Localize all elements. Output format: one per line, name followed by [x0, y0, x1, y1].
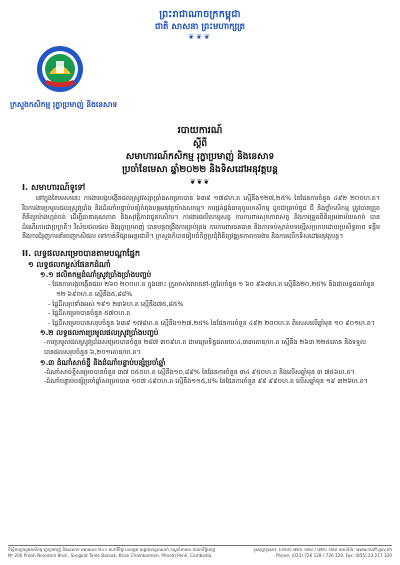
bullet-item: - ផែនការបង្កបង្កើនផល ២៦០ ២០០ហ.ត ក្នុងនោះ ក្រួលាស់ពេលនៅ-ក្រូលែចំនួន ១ ៦០ ៩៦៧ហ.ត ស្មើនឹង២០,២៥% និងជាលទ្ធផលចំនួន ១២ ៦៩០ហ.ត ស្មើនឹង៥,៨៨% — [48, 281, 375, 299]
footer-contact — [242, 547, 392, 559]
title-ornament: ❦❦❦ — [189, 178, 211, 186]
kingdom-title: ព្រះរាជាណាចក្រកម្ពុជា — [159, 9, 241, 20]
subsection-2-1-heading: ១ លទ្ធផលកម្ពស់ផែនកដំណាំ — [28, 259, 111, 269]
footer-address-km: ទីស្តីការក្រសួងកសិកម្ម រុក្ខាប្រមាញ់ និងនេសាទ អគារលេខ ២០០ មហាវិថីព្រះនរោត្តម សង្កាត់ទន្លេបាសាក់ ខណ្ឌចំការមន រាជធានីភ្នំពេញ — [8, 547, 216, 552]
paragraph-1-3-a: -ដំណាំសាច់ខ្ទីសម្រេចបានចំនួន ៣៧ ០៥០ហ.ត ស្មើនឹង១០,៨៩% នៃផែនការចំនួន ៣៤ ៩៥០ហ.ត និងលើសឆ្នាំមុន ៣ ៧៥៦ហ.ត។ — [44, 368, 355, 376]
footer-address-en: Nº 200 Preah Norodom Blvd., Sangkat Tonle Bassak, Khan Chamkarmon, Phnom Penh, Cambodia — [8, 553, 212, 558]
subsection-1-2-heading: ១.២ លទ្ធផលការប្រមូលផលស្រូវប្រាំងបញ្ចប់ — [40, 328, 159, 338]
national-heading — [0, 8, 400, 42]
ministry-logo-block — [10, 44, 118, 110]
paragraph-1-2: -ការប្រមូលផលស្រូវប្រាំងសម្រេចបានចំនួន ២៨៧ ៣០៩ហ.ត ជាមធ្យមទិន្នផលរយៈ៤,៣៣តោន/ហ.ត ស្មើនឹង ២៦៣ ២២៥តោន និងទទួលបានផលសរុបចំនួន ៦,២០១តោន/ហ.ត។ — [44, 339, 367, 357]
section-1-heading: I. សមាហារណ៍ទូទៅ — [22, 182, 86, 192]
footer-contact-km: ទូរសព្ទ/ទូរសារ: (០២៣) ៧២៦ ១២៨ / ៧២៦ ១២៩ គេហទំព័រ: www.maff.gov.kh — [253, 547, 392, 552]
bullet-item: - ផ្ទៃដីសម្រេចបានចំនួន ៥៧០ហ.ត — [48, 310, 131, 318]
section-1-paragraph: នៅក្នុងខែមេសានេះ ការងារបង្កបង្កើនផលស្រូវវស្សាប្រាំងសម្រេចបាន ៦៣៩ ១៧៨ហ.ត ស្មើនឹង១២៧,២៥% នៃផែនការចំនួន ៤៩២ ២០០ហ.ត។ រីឯការងារប្រមូលផលស្រូវប្រាំង និងដំណាំបន្ទាប់បន្សំកំពុងបន្តអនុវត្តយ៉ាងសកម្ម។ ការផ្គត់ផ្គង់ធាតុចូលកសិកម្ម ដូចជាគ្រាប់ពូជ ជី និងថ្នាំកសិកម្ម ត្រូវបានត្រួតពិនិត្យយ៉ាងហ្មត់ចត់ ដើម្បីធានាគុណភាព និងសុវត្ថិភាពជូនកសិករ។ ការងារផលិតកម្មសត្វ ការការពារសុខភាពសត្វ និងការត្រួតពិនិត្យអនាម័យសាច់ បានដំណើរការជាប្រក្រតី។ វិស័យជលផល និងរុក្ខាប្រមាញ់ បានបន្តពង្រឹងការគ្រប់គ្រង ការការពារធនធាន និងការទប់ស្កាត់បទល្មើសប្រកបដោយប្រសិទ្ធភាព ទន្ទឹមនឹងការជំរុញការនាំចេញកសិផល ទៅកាន់ទីផ្សារអន្តរជាតិ។ ក្រសួងក៏បានរៀបចំកិច្ចប្រជុំពិនិត្យវឌ្ឍនភាពការងារ និងការលើកទិសដៅអនុវត្តបន្ត។ — [22, 195, 380, 241]
ministry-logo-icon — [35, 44, 85, 94]
heading-ornament: ❦❦❦ — [188, 33, 212, 41]
report-body — [22, 180, 380, 387]
subsection-1-1-heading: ១.១ ផលិតកម្មដំណាំស្រូវប្រាំងប្រាំងបញ្ចប់ — [40, 270, 152, 280]
about-label: ស្តីពី — [192, 139, 208, 149]
spacer — [22, 242, 380, 246]
section-2-heading: II. លទ្ធផលសម្រេចបានតាមបណ្តាផ្នែក — [22, 247, 141, 258]
subsection-1-3-heading: ១.៣ ដំណាំសាច់ខ្ទី និងដំណាំបន្ទាប់បន្សំប្រចាំឆ្នាំ — [40, 357, 166, 367]
report-subtitle: ប្រចាំខែមេសា ឆ្នាំ២០២២ និងទិសដៅអនុវត្តបន្ត — [122, 165, 278, 175]
footer-divider — [8, 545, 392, 546]
report-title-block — [60, 124, 340, 187]
footer-address — [8, 547, 248, 559]
bullet-item: - ផ្ទៃដីសរុបទាំងអស់ ១៩១ ២៣៦ហ.ត ស្មើនឹង៧៥,៨៥% — [48, 300, 184, 308]
national-motto: ជាតិ សាសនា ព្រះមហាក្សត្រ — [154, 22, 246, 32]
ministry-name: ក្រសួងកសិកម្ម រុក្ខាប្រមាញ់ និងនេសាទ — [10, 100, 118, 109]
footer-contact-en: Phone: (023) 726 128 / 726 129, Fax: (855) 23 217 320 — [275, 553, 392, 558]
report-label: របាយការណ៍ — [177, 125, 223, 136]
bullet-item: - ផ្ទៃដីសម្រេចបានសរុបចំនួន ៦៣៩ ១៧៨ហ.ត ស្មើនឹង១២៧,២៥% នៃផែនការចំនួន ៤៩២ ២០០ហ.ត ពិសេសលើឆ្នាំមុន ១០ ៩០១ហ.ត។ — [48, 319, 376, 327]
report-title: សមាហារណ៍កសិកម្ម រុក្ខាប្រមាញ់ និងនេសាទ — [125, 152, 275, 162]
paragraph-1-3-b: -ដំណាំបន្ទាប់បន្សំប្រចាំឆ្នាំសម្រេចបាន ១០៧ ៤៩០ហ.ត ស្មើនឹង១១៥,៥% នៃផែនការចំនួន ៩៩ ៩៩០ហ.ត លើសឆ្នាំមុន ១៩ ៣២៦ហ.ត។ — [44, 378, 368, 386]
